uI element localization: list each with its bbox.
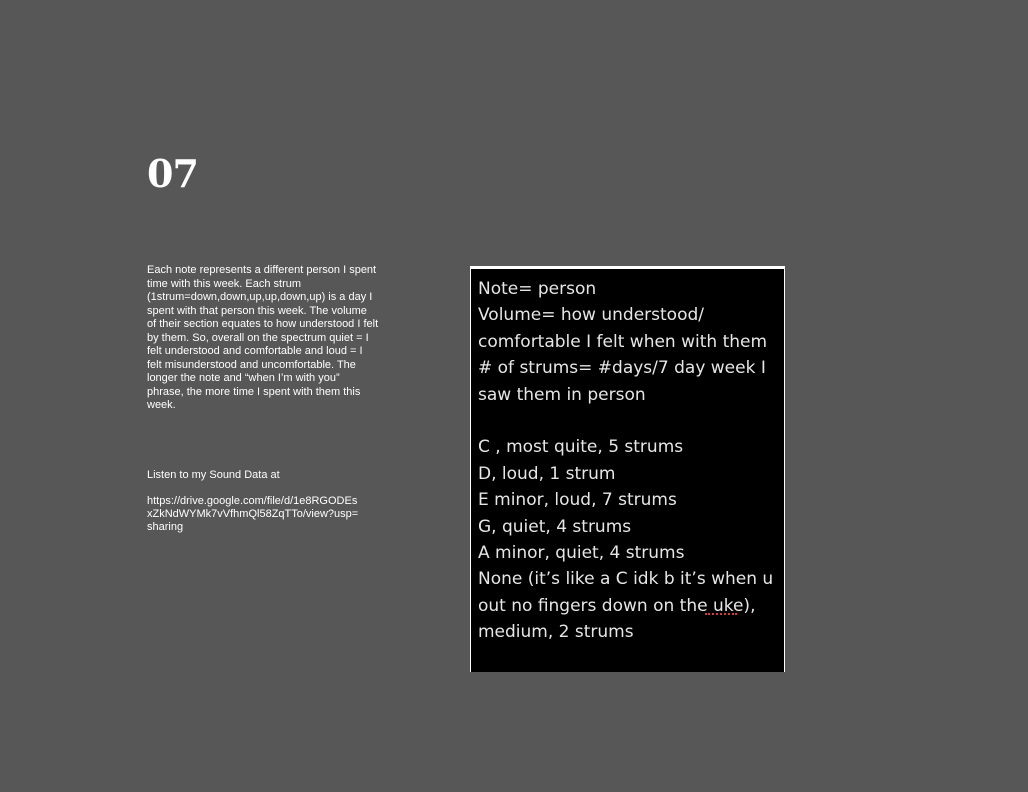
description-paragraph: Each note represents a different person I spent time with this week. Each strum (1strum=down,down,up,up,down,up) is a day I spent with that person this week. The volume of their section equates to how understood I felt by them. So, overall on the spectrum quiet = I felt understood and comfortable and loud = I felt misunderstood and uncomfortable. The longer the note and “when I’m with you” phrase, the more time I spent with them this week. <box>147 264 379 411</box>
note-line: D, loud, 1 strum <box>478 463 616 484</box>
note-line <box>478 408 778 434</box>
note-line: None (it’s like a C idk b it’s when u <box>478 569 774 590</box>
note-line: comfortable I felt when with them <box>478 331 768 352</box>
note-line: C , most quite, 5 strums <box>478 437 684 458</box>
notes-screenshot <box>470 266 785 672</box>
note-line: # of strums= #days/7 day week I <box>478 358 766 379</box>
note-line: Note= person <box>478 279 597 299</box>
note-line: Volume= how understood/ <box>478 305 704 326</box>
note-line: A minor, quiet, 4 strums <box>478 542 685 563</box>
note-line: saw them in person <box>478 384 646 405</box>
note-line: E minor, loud, 7 strums <box>478 490 677 511</box>
note-line: medium, 2 strums <box>478 622 634 643</box>
sound-data-link[interactable]: https://drive.google.com/file/d/1e8RGODEsxZkNdWYMk7vVfhmQl58ZqTTo/view?usp=sharing <box>147 495 359 533</box>
spellcheck-underline <box>705 609 737 615</box>
note-line: out no fingers down on the uke), <box>478 595 756 616</box>
listen-label: Listen to my Sound Data at <box>147 469 280 481</box>
note-line: G, quiet, 4 strums <box>478 516 632 537</box>
page-number: 07 <box>147 151 198 196</box>
notes-text-block <box>478 276 778 645</box>
